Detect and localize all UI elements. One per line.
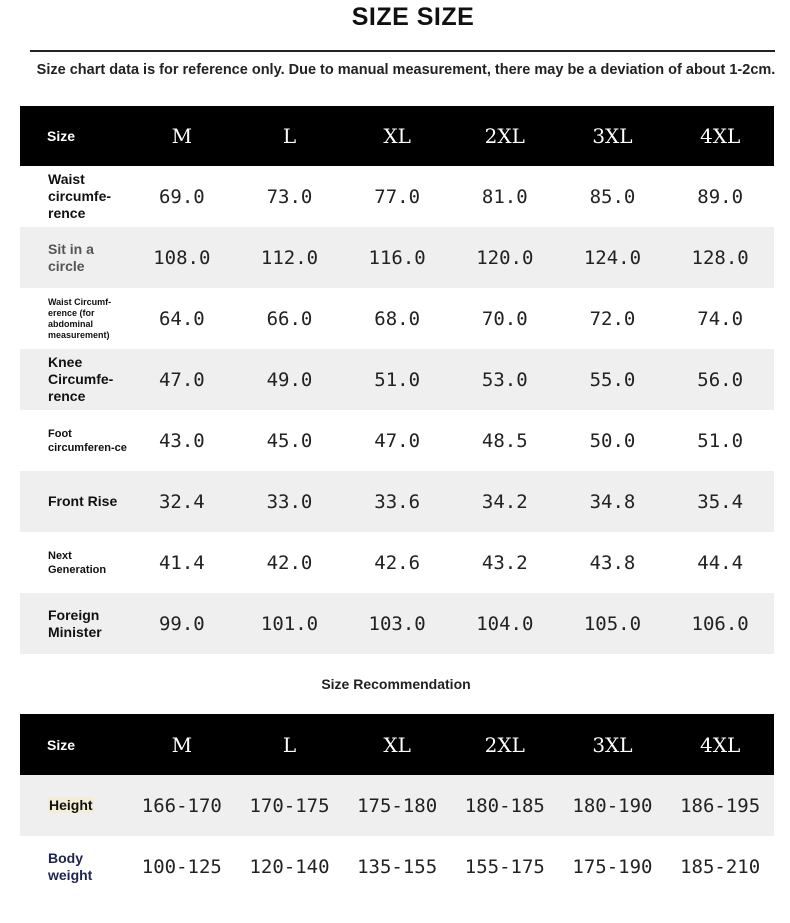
table-cell: 73.0 xyxy=(266,185,313,208)
row-label: Body weight xyxy=(48,849,93,883)
table-cell: 186-195 xyxy=(680,794,761,817)
table-cell: 166-170 xyxy=(141,794,222,817)
header-cell: 4XL xyxy=(700,732,741,757)
recommendation-header-row xyxy=(20,714,774,775)
table-cell: 135-155 xyxy=(357,855,438,878)
table-cell: 45.0 xyxy=(266,429,313,452)
table-cell: 74.0 xyxy=(697,307,744,330)
table-cell: 51.0 xyxy=(374,368,421,391)
table-cell: 42.0 xyxy=(266,551,313,574)
row-label: Waist circumfe-rence xyxy=(48,171,112,221)
table-cell: 68.0 xyxy=(374,307,421,330)
header-cell: L xyxy=(282,124,297,148)
table-cell: 43.8 xyxy=(589,551,636,574)
table-row xyxy=(20,775,774,836)
table-cell: 53.0 xyxy=(481,368,528,391)
table-cell: 124.0 xyxy=(583,246,642,269)
size-recommendation-table xyxy=(20,714,774,897)
table-cell: 51.0 xyxy=(697,429,744,452)
row-label: Foreign Minister xyxy=(48,606,102,640)
table-cell: 175-180 xyxy=(357,794,438,817)
header-cell: M xyxy=(171,124,193,148)
table-cell: 55.0 xyxy=(589,368,636,391)
table-cell: 89.0 xyxy=(697,185,744,208)
table-cell: 99.0 xyxy=(158,612,205,635)
table-cell: 64.0 xyxy=(158,307,205,330)
header-cell: Size xyxy=(47,128,76,144)
table-cell: 81.0 xyxy=(481,185,528,208)
header-cell: 2XL xyxy=(484,732,525,757)
table-cell: 66.0 xyxy=(266,307,313,330)
table-row xyxy=(20,410,774,471)
table-cell: 69.0 xyxy=(158,185,205,208)
disclaimer-note: Size chart data is for reference only. Due to manual measurement, there may be a deviation of about 1-2cm. xyxy=(36,62,776,78)
table-cell: 85.0 xyxy=(589,185,636,208)
table-row xyxy=(20,471,774,532)
row-label-text: Height xyxy=(49,797,93,813)
header-cell: XL xyxy=(383,732,411,757)
page-title: SIZE SIZE xyxy=(351,3,475,31)
size-chart-header-row xyxy=(20,106,774,166)
header-cell: 4XL xyxy=(700,124,741,148)
row-label: Foot circumferen-ce xyxy=(48,427,127,454)
table-row xyxy=(20,532,774,593)
table-cell: 120.0 xyxy=(476,246,534,269)
table-row xyxy=(20,166,774,227)
header-cell: 2XL xyxy=(484,124,525,148)
table-cell: 101.0 xyxy=(260,612,319,635)
table-row xyxy=(20,593,774,654)
table-cell: 105.0 xyxy=(583,612,642,635)
table-cell: 100-125 xyxy=(141,855,222,878)
header-cell: L xyxy=(282,732,297,757)
size-chart-table xyxy=(20,106,774,654)
table-cell: 77.0 xyxy=(374,185,421,208)
title-divider xyxy=(30,50,775,52)
table-cell: 185-210 xyxy=(680,855,761,878)
table-cell: 108.0 xyxy=(153,246,211,269)
row-label: Next Generation xyxy=(48,549,107,576)
row-label: Sit in a circle xyxy=(48,240,94,274)
table-cell: 42.6 xyxy=(374,551,421,574)
table-cell: 49.0 xyxy=(266,368,313,391)
table-cell: 103.0 xyxy=(368,612,426,635)
table-cell: 180-185 xyxy=(464,794,545,817)
table-cell: 116.0 xyxy=(368,246,426,269)
table-row xyxy=(20,288,774,349)
table-cell: 56.0 xyxy=(697,368,744,391)
table-cell: 112.0 xyxy=(260,246,319,269)
table-cell: 35.4 xyxy=(697,490,744,513)
table-cell: 47.0 xyxy=(374,429,421,452)
table-cell: 34.2 xyxy=(481,490,528,513)
header-cell: 3XL xyxy=(592,124,633,148)
table-cell: 47.0 xyxy=(158,368,205,391)
table-cell: 106.0 xyxy=(691,612,749,635)
recommendation-title: Size Recommendation xyxy=(321,676,471,692)
table-row xyxy=(20,227,774,288)
header-cell: Size xyxy=(47,736,76,753)
table-cell: 155-175 xyxy=(464,855,545,878)
header-cell: M xyxy=(171,732,193,757)
row-label: Front Rise xyxy=(48,493,118,509)
header-cell: XL xyxy=(383,124,411,148)
table-cell: 50.0 xyxy=(589,429,636,452)
table-cell: 48.5 xyxy=(481,429,528,452)
table-row xyxy=(20,349,774,410)
table-cell: 33.6 xyxy=(374,490,421,513)
table-cell: 170-175 xyxy=(249,794,330,817)
table-cell: 32.4 xyxy=(158,490,205,513)
table-cell: 41.4 xyxy=(158,551,205,574)
table-cell: 33.0 xyxy=(266,490,313,513)
table-cell: 175-190 xyxy=(572,855,653,878)
table-cell: 120-140 xyxy=(249,855,330,878)
header-cell: 3XL xyxy=(592,732,633,757)
table-cell: 128.0 xyxy=(691,246,749,269)
row-label xyxy=(20,775,128,836)
table-row xyxy=(20,836,774,897)
table-cell: 44.4 xyxy=(697,551,744,574)
table-cell: 72.0 xyxy=(589,307,636,330)
row-label: Knee Circumfe-rence xyxy=(48,354,114,404)
table-cell: 34.8 xyxy=(589,490,636,513)
table-cell: 43.2 xyxy=(481,551,528,574)
row-label: Waist Circumf-erence (for abdominal measurement) xyxy=(48,296,112,340)
table-cell: 43.0 xyxy=(158,429,205,452)
table-cell: 180-190 xyxy=(572,794,653,817)
table-cell: 70.0 xyxy=(481,307,528,330)
table-cell: 104.0 xyxy=(476,612,534,635)
